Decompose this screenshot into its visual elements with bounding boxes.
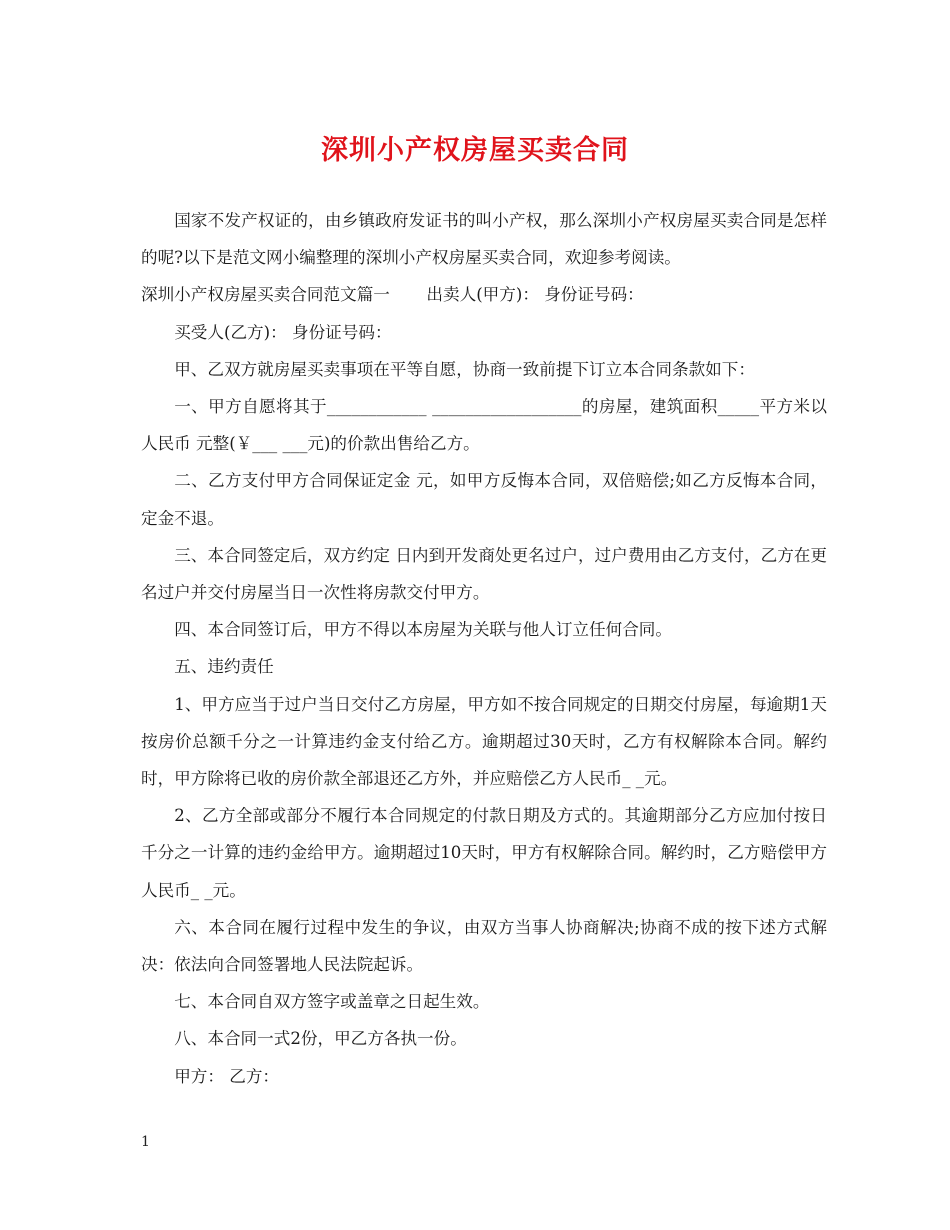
clause-2: 二、乙方支付甲方合同保证定金 元，如甲方反悔本合同，双倍赔偿;如乙方反悔本合同，定金不退。 — [141, 471, 827, 528]
clause-5-heading: 五、违约责任 — [174, 657, 274, 677]
clause-1: 一、甲方自愿将其于____________ __________________的房屋，建筑面积_____平方米以人民币 元整(￥___ ___元)的价款出售给乙方。 — [141, 397, 827, 454]
signature-line: 甲方： 乙方： — [174, 1066, 280, 1086]
intro-paragraph: 国家不发产权证的，由乡镇政府发证书的叫小产权，那么深圳小产权房屋买卖合同是怎样的呢?以下是范文网小编整理的深圳小产权房屋买卖合同，欢迎参考阅读。 — [141, 211, 827, 268]
sample-heading: 深圳小产权房屋买卖合同范文篇一 — [141, 285, 390, 305]
clause-3: 三、本合同签定后，双方约定 日内到开发商处更名过户，过户费用由乙方支付，乙方在更名过户并交付房屋当日一次性将房款交付甲方。 — [141, 545, 827, 603]
document-title: 深圳小产权房屋买卖合同 — [321, 135, 629, 166]
clause-7: 七、本合同自双方签字或盖章之日起生效。 — [174, 992, 490, 1012]
seller-line: 出卖人(甲方)： 身份证号码： — [426, 285, 644, 305]
clause-4: 四、本合同签订后，甲方不得以本房屋为关联与他人订立任何合同。 — [174, 620, 672, 640]
preamble-paragraph: 甲、乙双方就房屋买卖事项在平等自愿，协商一致前提下订立本合同条款如下： — [174, 359, 755, 379]
clause-8: 八、本合同一式2份，甲乙方各执一份。 — [174, 1029, 467, 1049]
document-body — [141, 202, 827, 1095]
sample-heading-line — [141, 276, 827, 313]
buyer-line: 买受人(乙方)： 身份证号码： — [174, 322, 392, 342]
page-number: 1 — [141, 1134, 150, 1150]
clause-5-2: 2、乙方全部或部分不履行本合同规定的付款日期及方式的。其逾期部分乙方应加付按日千分之一计算的违约金给甲方。逾期超过10天时，甲方有权解除合同。解约时，乙方赔偿甲方人民币_ _元。 — [141, 806, 827, 900]
clause-5-1: 1、甲方应当于过户当日交付乙方房屋，甲方如不按合同规定的日期交付房屋，每逾期1天按房价总额千分之一计算违约金支付给乙方。逾期超过30天时，乙方有权解除本合同。解约时，甲方除将已收的房价款全部退还乙方外，并应赔偿乙方人民币_ _元。 — [141, 694, 827, 789]
clause-6: 六、本合同在履行过程中发生的争议，由双方当事人协商解决;协商不成的按下述方式解决：依法向合同签署地人民法院起诉。 — [141, 917, 827, 975]
